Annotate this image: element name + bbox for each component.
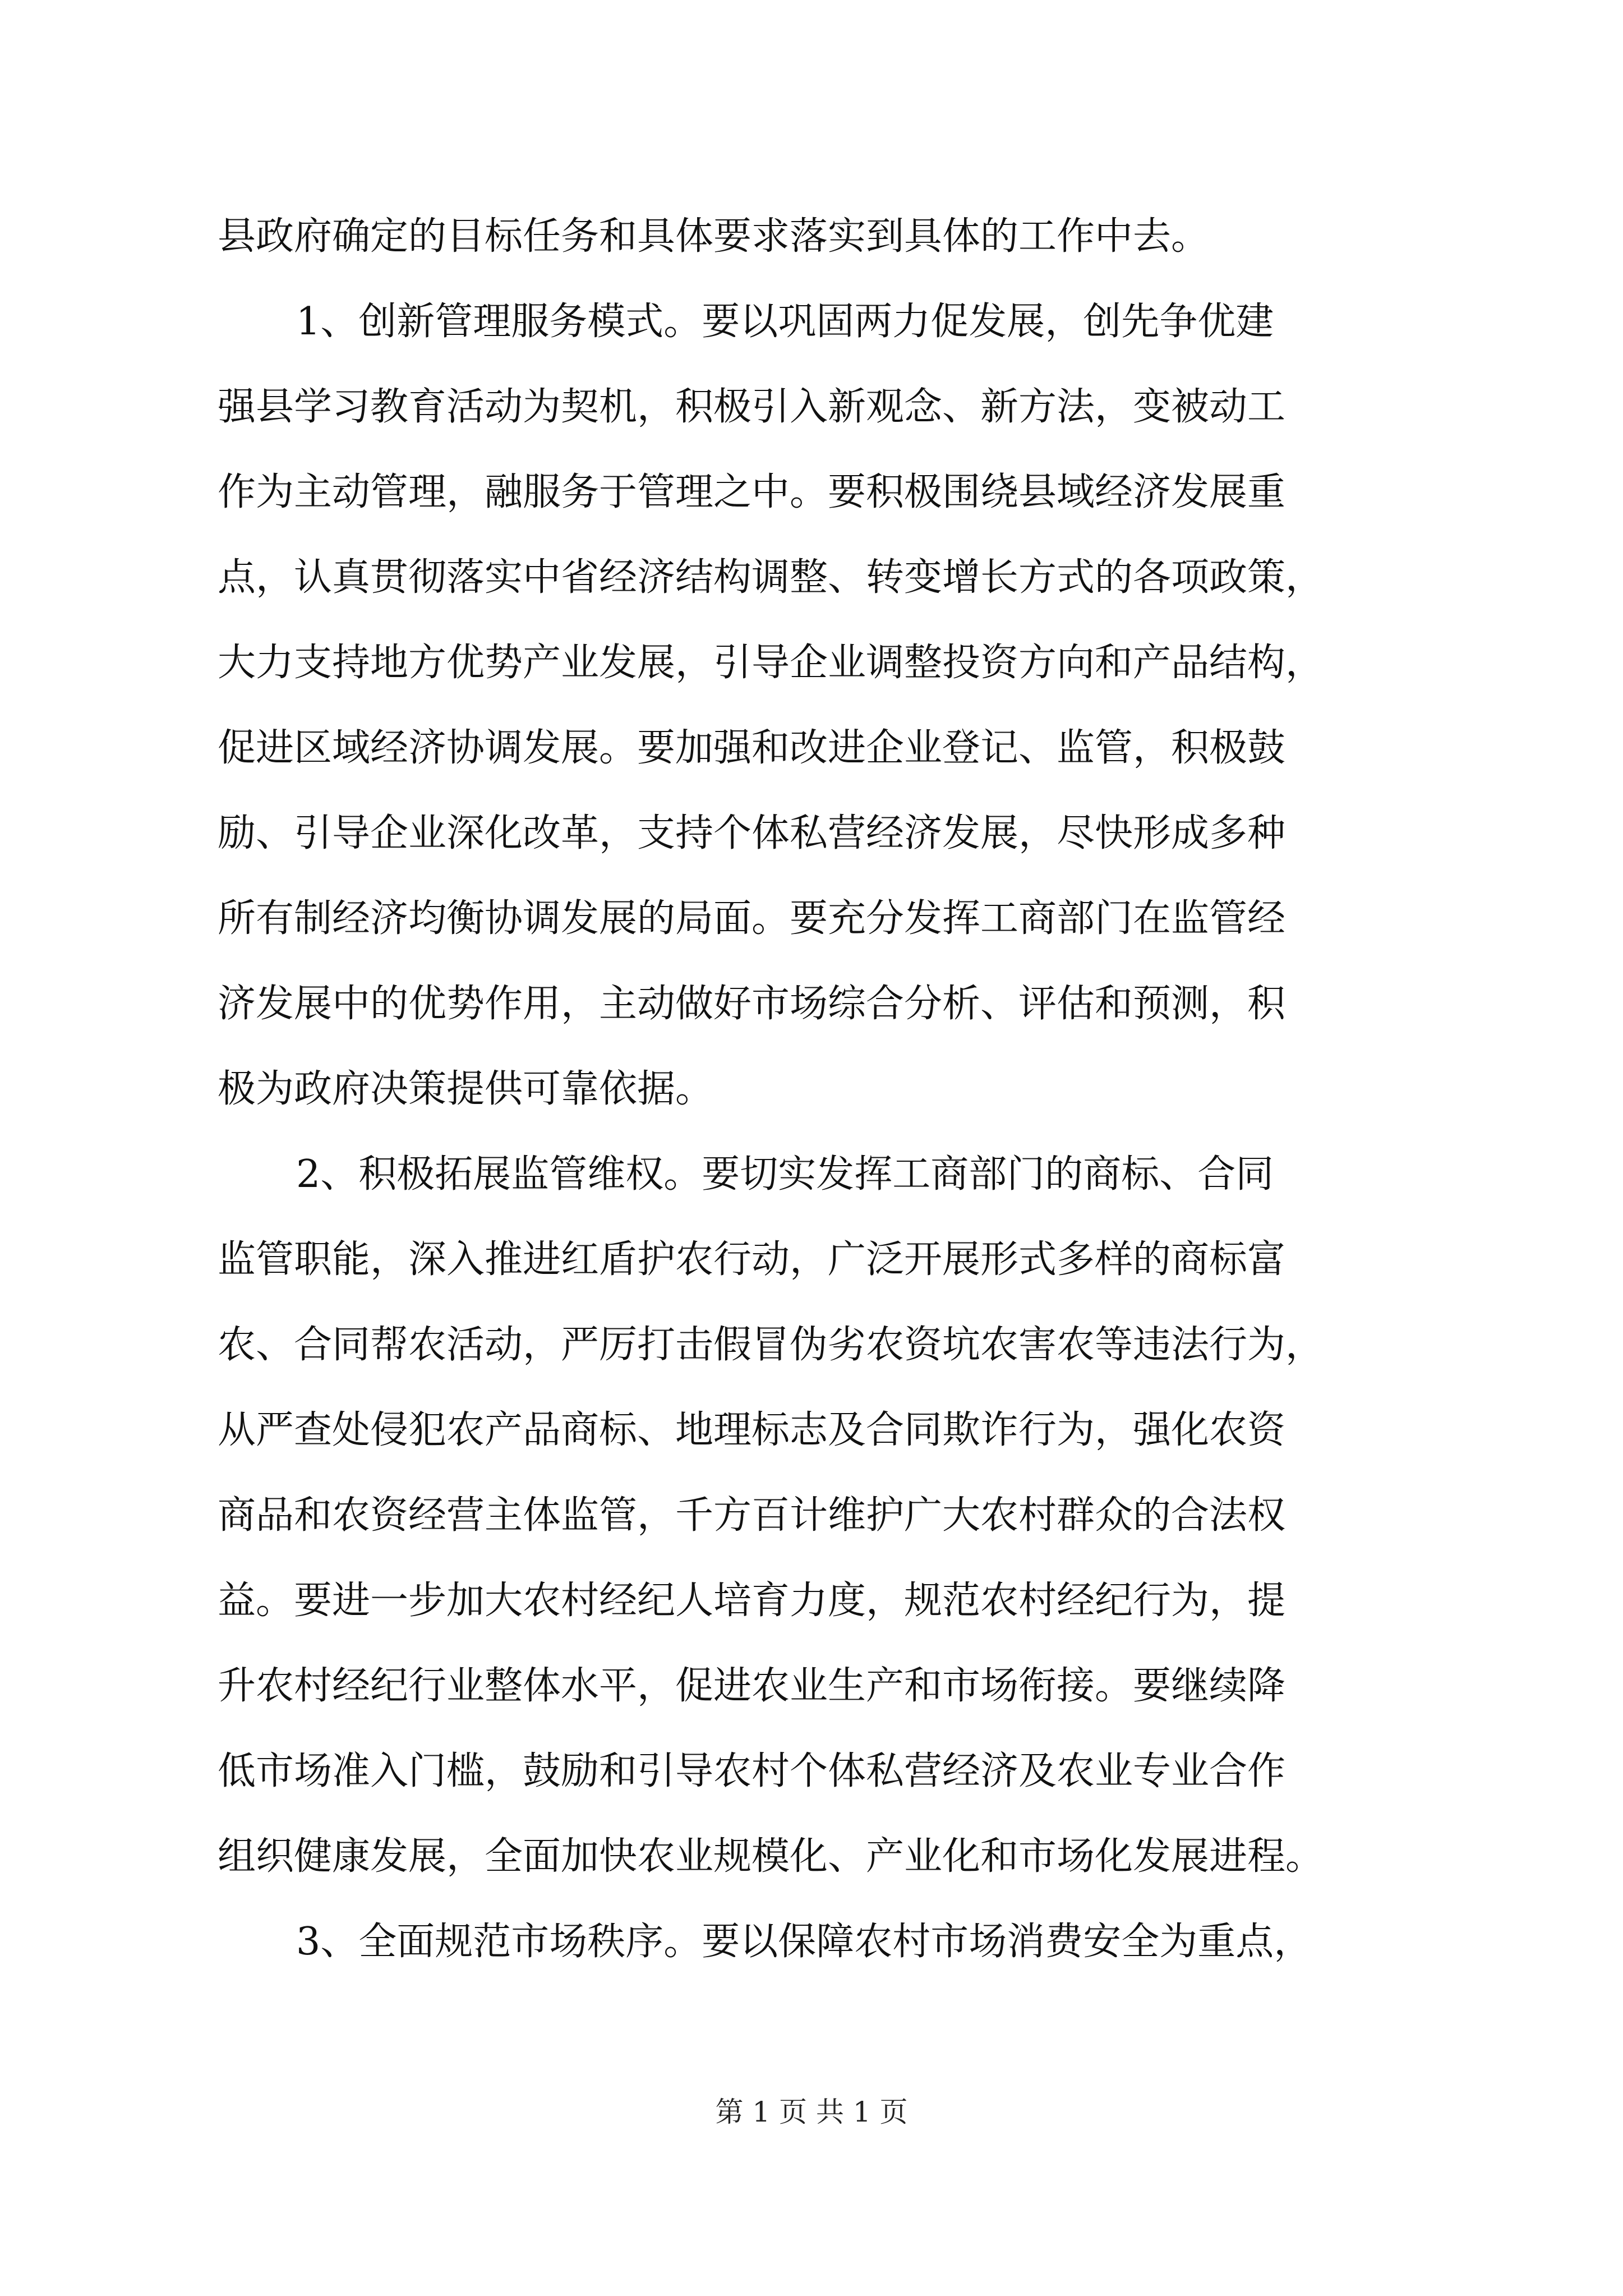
text-line: 升农村经纪行业整体水平，促进农业生产和市场衔接。要继续降 bbox=[218, 1664, 1286, 1708]
text-line: 所有制经济均衡协调发展的局面。要充分发挥工商部门在监管经 bbox=[218, 896, 1286, 941]
text-line: 强县学习教育活动为契机，积极引入新观念、新方法，变被动工 bbox=[218, 385, 1286, 429]
paragraph-1-start: 1、创新管理服务模式。要以巩固两力促发展，创先争优建 bbox=[296, 300, 1274, 344]
text-line: 低市场准入门槛，鼓励和引导农村个体私营经济及农业专业合作 bbox=[218, 1749, 1286, 1793]
text-line: 促进区域经济协调发展。要加强和改进企业登记、监管，积极鼓 bbox=[218, 726, 1286, 770]
text-line: 从严查处侵犯农产品商标、地理标志及合同欺诈行为，强化农资 bbox=[218, 1408, 1286, 1452]
text-line: 作为主动管理，融服务于管理之中。要积极围绕县域经济发展重 bbox=[218, 470, 1286, 514]
paragraph-3-start: 3、全面规范市场秩序。要以保障农村市场消费安全为重点， bbox=[296, 1920, 1312, 1964]
text-line: 监管职能，深入推进红盾护农行动，广泛开展形式多样的商标富 bbox=[218, 1237, 1286, 1282]
text-line: 大力支持地方优势产业发展，引导企业调整投资方向和产品结构， bbox=[218, 641, 1324, 685]
text-line: 益。要进一步加大农村经纪人培育力度，规范农村经纪行为，提 bbox=[218, 1579, 1286, 1623]
paragraph-2-start: 2、积极拓展监管维权。要切实发挥工商部门的商标、合同 bbox=[296, 1152, 1274, 1197]
text-line: 县政府确定的目标任务和具体要求落实到具体的工作中去。 bbox=[218, 214, 1210, 259]
text-line: 济发展中的优势作用，主动做好市场综合分析、评估和预测，积 bbox=[218, 982, 1286, 1026]
text-line: 农、合同帮农活动，严厉打击假冒伪劣农资坑农害农等违法行为， bbox=[218, 1323, 1324, 1367]
text-line: 极为政府决策提供可靠依据。 bbox=[218, 1067, 714, 1111]
page-footer: 第 1 页 共 1 页 bbox=[715, 2096, 908, 2128]
text-line: 组织健康发展，全面加快农业规模化、产业化和市场化发展进程。 bbox=[218, 1834, 1324, 1879]
text-line: 点，认真贯彻落实中省经济结构调整、转变增长方式的各项政策， bbox=[218, 555, 1324, 600]
text-line: 商品和农资经营主体监管，千方百计维护广大农村群众的合法权 bbox=[218, 1493, 1286, 1538]
text-line: 励、引导企业深化改革，支持个体私营经济发展，尽快形成多种 bbox=[218, 811, 1286, 855]
